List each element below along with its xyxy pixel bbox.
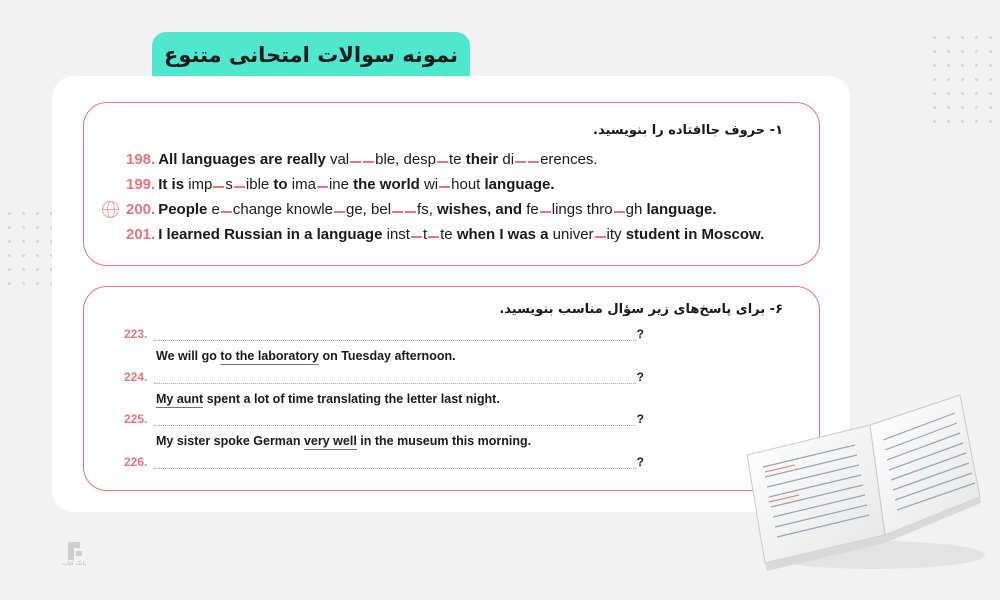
sentence-fragment: when I was a: [456, 226, 549, 243]
question-number: 201.: [126, 226, 156, 243]
sentence-fragment: hout: [451, 176, 485, 193]
decor-dots-right: [933, 36, 992, 123]
question-number: 224.: [124, 370, 148, 384]
answer-sentence: [156, 392, 500, 406]
question-number: 225.: [124, 412, 148, 426]
answer-line[interactable]: [124, 370, 644, 388]
sentence-fragment: gh: [625, 201, 647, 218]
blank-slot[interactable]: [515, 161, 526, 163]
sentence-fragment: fe: [522, 201, 539, 218]
question-row: [126, 201, 717, 218]
blank-slot[interactable]: [614, 211, 625, 213]
blank-slot[interactable]: [392, 211, 403, 213]
blank-slot[interactable]: [213, 186, 224, 188]
logo-caption: بانک کتاب: [61, 560, 87, 567]
dotted-line: [154, 468, 636, 469]
dotted-line: [154, 340, 636, 341]
sentence-fragment: the world: [353, 176, 420, 193]
sentence-fragment: univer: [548, 226, 594, 243]
answer-sentence: [156, 434, 531, 448]
question-mark: ?: [636, 455, 644, 469]
underlined-phrase: My aunt: [156, 392, 204, 406]
sentence-fragment: to: [273, 176, 288, 193]
underlined-phrase: to the laboratory: [220, 349, 319, 363]
blank-slot[interactable]: [234, 186, 245, 188]
sentence-fragment: ble, desp: [375, 151, 437, 168]
decor-dots-left: [8, 212, 53, 285]
sentence-text: My sister spoke German: [156, 434, 304, 448]
sentence-fragment: fs,: [417, 201, 438, 218]
sentence-fragment: ible: [245, 176, 274, 193]
question-mark: ?: [636, 327, 644, 341]
question-row: [126, 226, 764, 243]
sentence-text: in the museum this morning.: [356, 434, 532, 448]
sentence-fragment: wishes, and: [437, 201, 523, 218]
sentence-fragment: lings thro: [551, 201, 613, 218]
blank-slot[interactable]: [540, 211, 551, 213]
sentence-fragment: di: [498, 151, 515, 168]
blank-slot[interactable]: [334, 211, 345, 213]
sentence-fragment: student in Moscow.: [625, 226, 765, 243]
answer-line[interactable]: [124, 455, 644, 473]
answer-line[interactable]: [124, 412, 644, 430]
sentence-fragment: erences.: [540, 151, 598, 168]
sentence-fragment: s: [225, 176, 233, 193]
sentence-text: We will go: [156, 349, 221, 363]
sentence-fragment: It is: [158, 176, 185, 193]
sentence-text: spent a lot of time translating the letter last night.: [203, 392, 500, 406]
sentence-fragment: their: [465, 151, 499, 168]
question-number: 223.: [124, 327, 148, 341]
question-number: 200.: [126, 201, 156, 218]
blank-slot[interactable]: [428, 236, 439, 238]
question-number: 199.: [126, 176, 156, 193]
underlined-phrase: very well: [303, 434, 357, 448]
question-number: 226.: [124, 455, 148, 469]
sentence-fragment: ity: [606, 226, 626, 243]
sentence-fragment: wi: [419, 176, 439, 193]
answer-line[interactable]: [124, 327, 644, 345]
blank-slot[interactable]: [221, 211, 232, 213]
blank-slot[interactable]: [317, 186, 328, 188]
sentence-fragment: language.: [646, 201, 717, 218]
sentence-fragment: ge, bel: [345, 201, 392, 218]
sentence-text: on Tuesday afternoon.: [318, 349, 456, 363]
sentence-fragment: language.: [484, 176, 555, 193]
sentence-fragment: val: [325, 151, 350, 168]
blank-slot[interactable]: [405, 211, 416, 213]
answer-sentence: [156, 349, 456, 363]
sentence-fragment: te: [449, 151, 466, 168]
blank-slot[interactable]: [528, 161, 539, 163]
blank-slot[interactable]: [439, 186, 450, 188]
sentence-fragment: te: [440, 226, 457, 243]
sentence-fragment: ine: [328, 176, 354, 193]
dotted-line: [154, 425, 636, 426]
blank-slot[interactable]: [411, 236, 422, 238]
sentence-fragment: t: [422, 226, 428, 243]
question-row: [126, 151, 598, 168]
missing-letters-section: [83, 102, 820, 266]
section-heading: ۱- حروف جاافتاده را بنویسید.: [593, 123, 783, 138]
globe-icon: [102, 201, 119, 218]
brand-logo-icon: [54, 534, 94, 574]
sentence-fragment: I learned Russian in a language: [158, 226, 383, 243]
question-row: [126, 176, 555, 193]
sentence-fragment: change knowle: [232, 201, 333, 218]
page-title: نمونه سوالات امتحانی متنوع: [152, 32, 470, 78]
sentence-fragment: ima: [287, 176, 316, 193]
sentence-fragment: e: [207, 201, 220, 218]
dotted-line: [154, 383, 636, 384]
blank-slot[interactable]: [595, 236, 606, 238]
sentence-fragment: imp: [184, 176, 213, 193]
sentence-fragment: People: [158, 201, 208, 218]
write-questions-section: [83, 286, 820, 491]
blank-slot[interactable]: [437, 161, 448, 163]
question-mark: ?: [636, 412, 644, 426]
section-heading: ۶- برای پاسخ‌های زیر سؤال مناسب بنویسید.: [499, 302, 783, 317]
open-book-icon: [735, 385, 985, 585]
question-number: 198.: [126, 151, 156, 168]
blank-slot[interactable]: [363, 161, 374, 163]
sentence-fragment: All languages are really: [158, 151, 326, 168]
blank-slot[interactable]: [350, 161, 361, 163]
sentence-fragment: inst: [382, 226, 410, 243]
question-mark: ?: [636, 370, 644, 384]
